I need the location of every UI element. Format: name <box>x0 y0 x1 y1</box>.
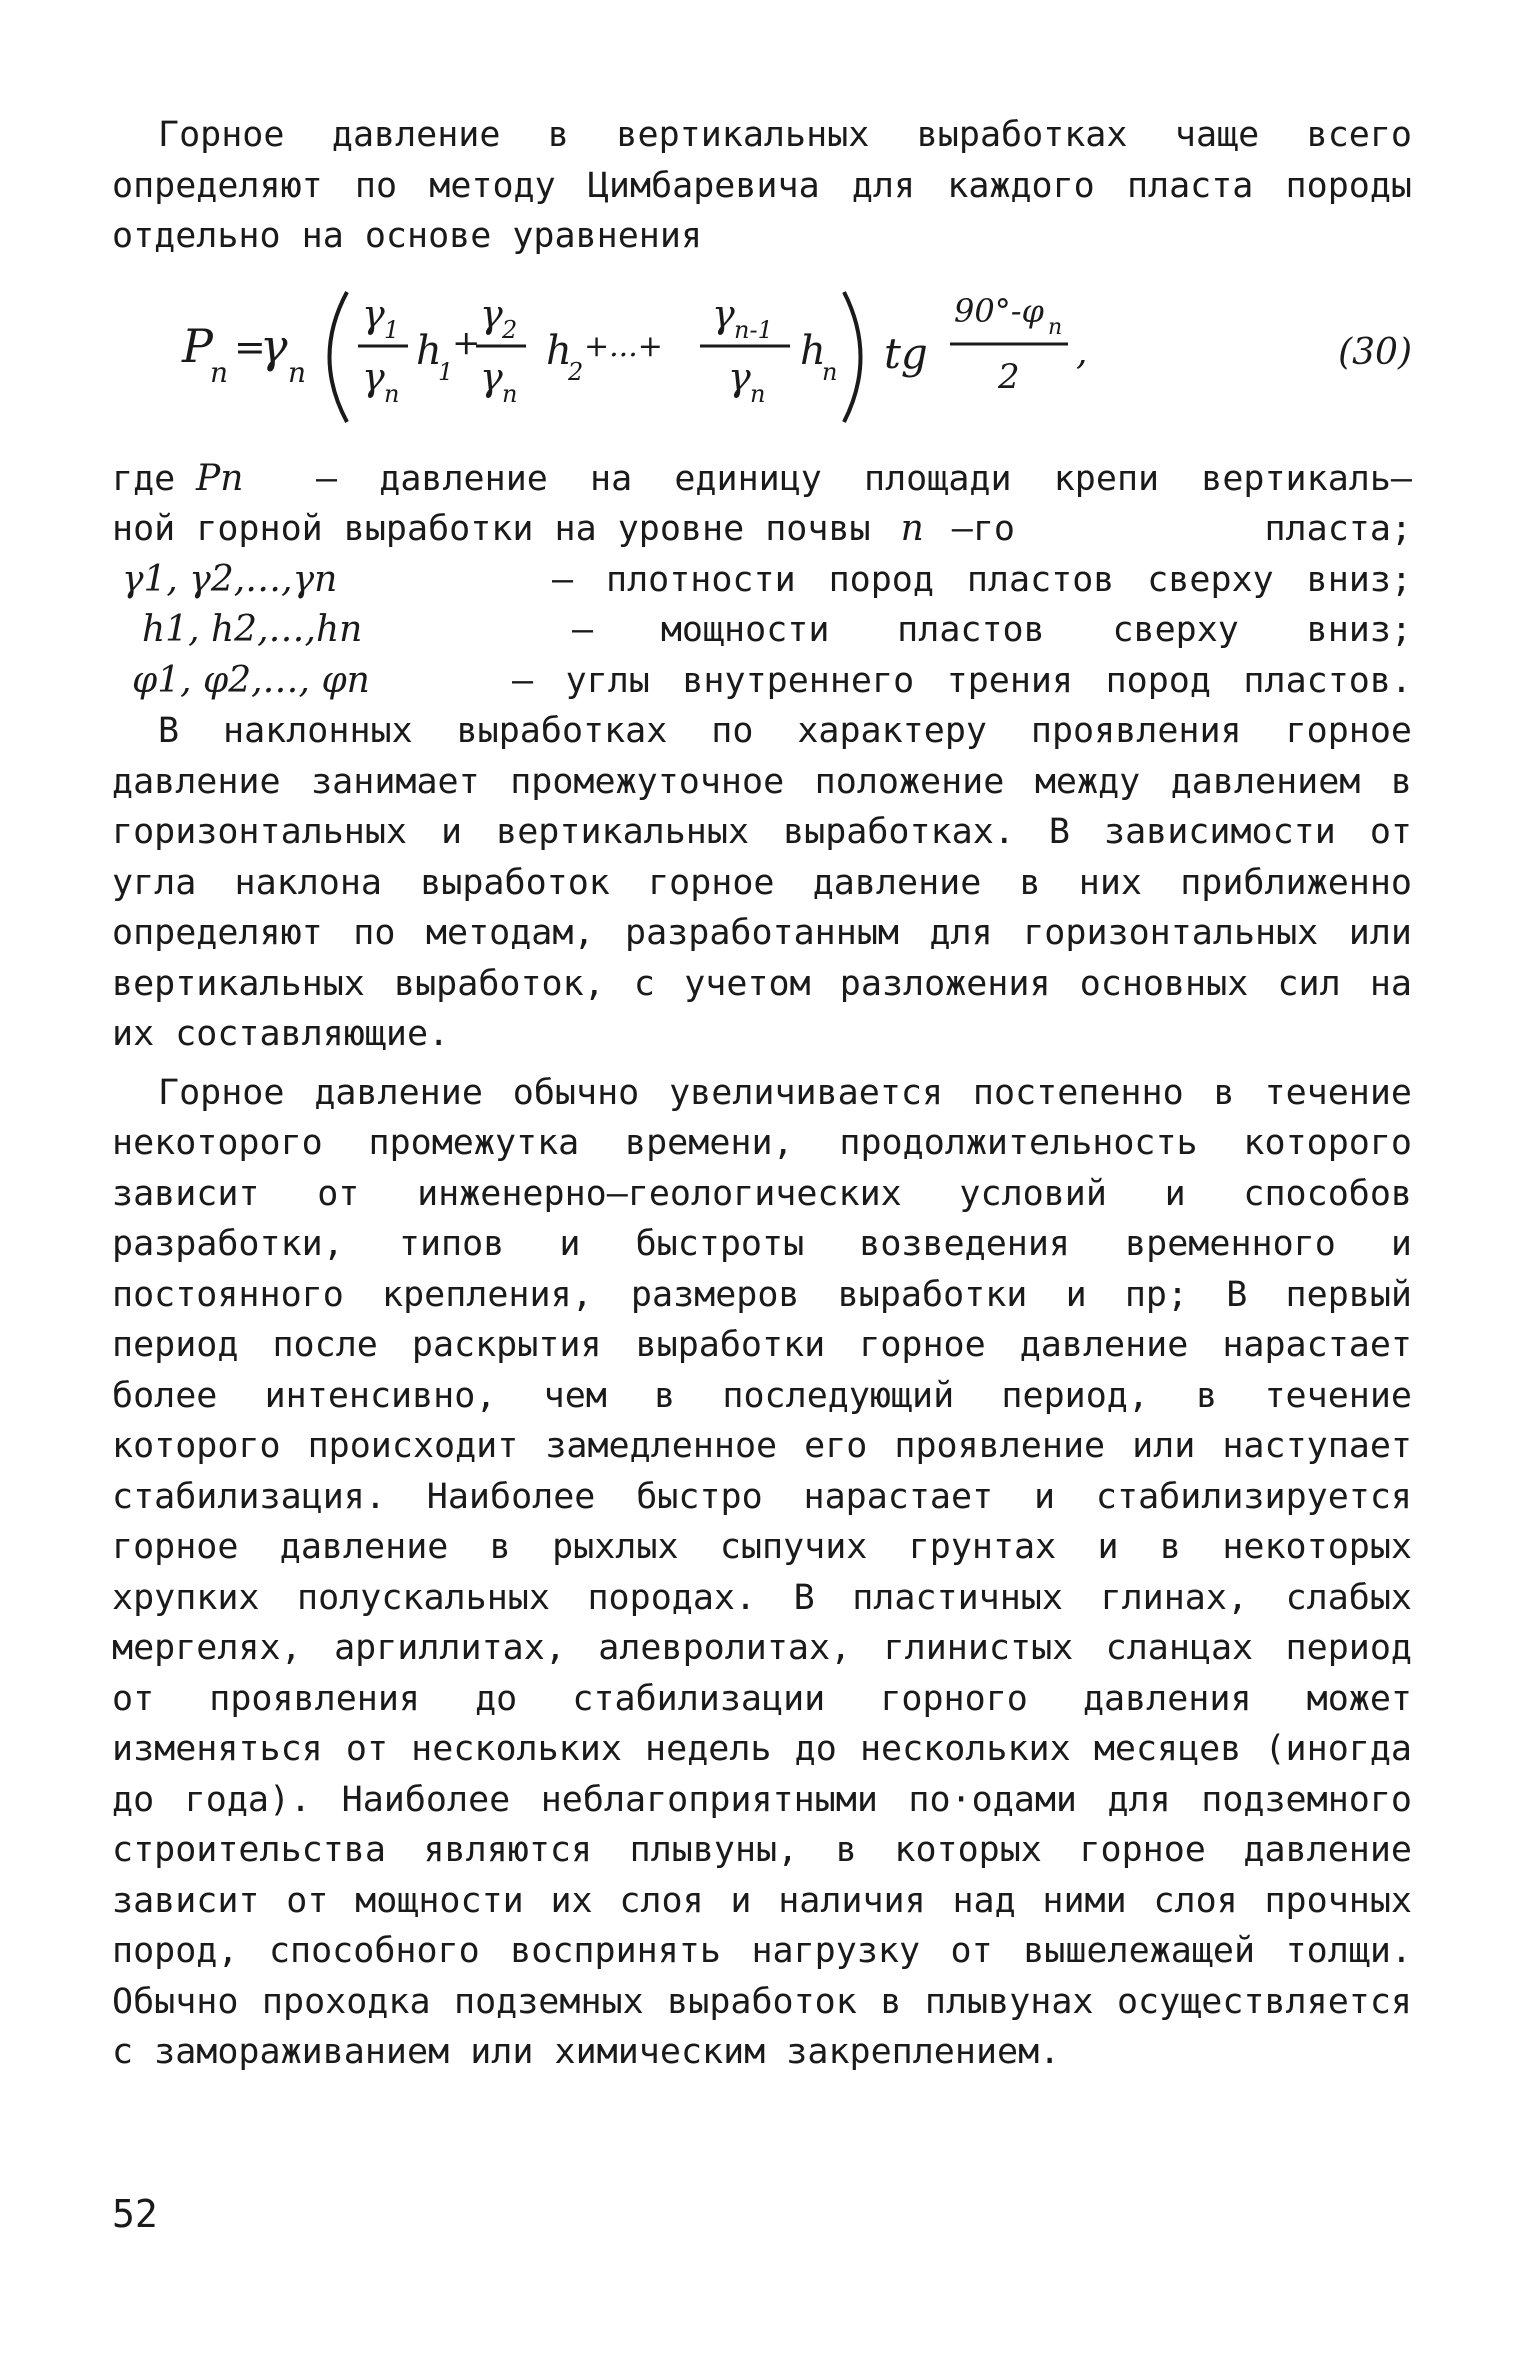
definitions-list <box>112 454 1412 707</box>
formula-graphic <box>172 272 1252 442</box>
definition-h-text: – мощности пластов сверху вниз; <box>572 610 1412 650</box>
formula-right-paren <box>844 292 861 422</box>
definition-gamma <box>112 555 1412 606</box>
formula-plus-1: + <box>452 322 481 363</box>
formula-angle-num: 90°-φ <box>954 291 1044 330</box>
definition-pn <box>112 454 1412 505</box>
formula-fracn-num: γ <box>712 291 735 336</box>
paragraph-time: Горное давление обычно увеличивается постепенно в течение некоторого промежутка времени, продолжительность которого зависит от инженерно–геологических условий и способов разработки, типов и быстроты возведения временного и постоянного крепления, размеров выработки и пр; В первый период после раскрытия выработки горное давление нарастает более интенсивно, чем в последующий период, в течение которого происходит замедленное его проявление или наступает стабилизация. Наиболее быстро нарастает и стабилизируется горное давление в рыхлых сыпучих грунтах и в некоторых хрупких полускальных породах. В пластичных глинах, слабых мергелях, аргиллитах, алевролитах, глинистых сланцах период от проявления до стабилизации горного давления может изменяться от нескольких недель до нескольких месяцев (иногда до года). Наиболее неблагоприятными по⋅одами для подземного строительства являются плывуны, в которых горное давление зависит от мощности их слоя и наличия над ними слоя прочных пород, способного воспринять нагрузку от вышележащей толщи. Обычно проходка подземных выработок в плывунах осуществляется с замораживанием или химическим закреплением. <box>112 1072 1412 2072</box>
formula-angle-num-sub: n <box>1048 314 1063 340</box>
paragraph-inclined: В наклонных выработках по характеру проявления горное давление занимает промежуточное положение между давлением в горизонтальных и вертикальных выработках. В зависимости от угла наклона выработок горное давление в них приближенно определяют по методам, разработанным для горизонтальных или вертикальных выработок, с учетом разложения основных сил на их составляющие. <box>112 711 1412 1054</box>
symbol-pn: Pn <box>196 457 244 499</box>
formula-gamma: γ <box>260 318 288 373</box>
formula-frac2-num-sub: 2 <box>502 315 518 344</box>
formula-comma: , <box>1076 331 1088 373</box>
definition-pn-text: – давление на единицу площади крепи вертикаль– <box>316 458 1412 499</box>
definition-where: где <box>112 458 176 499</box>
page-body <box>112 110 1412 2078</box>
formula-hn: h <box>800 327 826 374</box>
equation-number: (30) <box>1338 331 1412 373</box>
formula-fracn-num-sub: n-1 <box>734 315 773 344</box>
definition-pn-cont: ной горной выработки на уровне почвы <box>112 509 871 549</box>
formula-lhs: P <box>182 318 213 373</box>
formula-equals: = <box>234 324 266 369</box>
symbol-gamma-list: γ1, γ2,…,γn <box>122 558 338 600</box>
symbol-h-list: h1, h2,…,hn <box>142 609 363 650</box>
formula-angle-den: 2 <box>998 356 1020 397</box>
formula-hn-sub: n <box>822 357 838 386</box>
formula-h2: h <box>546 327 572 374</box>
formula-left-paren <box>330 292 348 422</box>
formula-fracn-den: γ <box>728 354 751 399</box>
formula-lhs-sub: n <box>210 355 229 389</box>
formula-fracn-den-sub: n <box>750 379 766 408</box>
paragraph-intro: Горное давление в вертикальных выработках чаще всего определяют по методу Цимбаревича для каждого пласта породы отдельно на основе уравнения <box>112 115 1412 256</box>
definition-phi-text: – углы внутреннего трения пород пластов. <box>512 660 1412 701</box>
formula-frac2-num: γ <box>480 291 503 336</box>
formula-h1: h <box>416 327 442 374</box>
page-number: 52 <box>112 2192 158 2236</box>
formula-frac2-den-sub: n <box>502 379 518 408</box>
formula-h1-sub: 1 <box>438 357 454 386</box>
formula-dots: +...+ <box>584 328 663 364</box>
symbol-n: n <box>900 508 924 549</box>
formula-30 <box>112 272 1412 442</box>
definition-h <box>112 605 1412 656</box>
formula-frac1-den: γ <box>362 354 385 399</box>
definition-phi <box>112 656 1412 707</box>
formula-frac1-num: γ <box>362 291 385 336</box>
formula-tg: tg <box>884 328 928 378</box>
symbol-phi-list: φ1, φ2,…, φn <box>132 659 370 701</box>
definition-pn-end: –го пласта; <box>951 509 1412 549</box>
formula-h2-sub: 2 <box>568 357 584 386</box>
definition-gamma-text: – плотности пород пластов сверху вниз; <box>552 559 1412 600</box>
definition-pn-cont-row <box>112 504 1412 555</box>
formula-gamma-sub: n <box>288 355 307 389</box>
formula-frac1-num-sub: 1 <box>384 315 400 344</box>
formula-frac1-den-sub: n <box>384 379 400 408</box>
formula-frac2-den: γ <box>480 354 503 399</box>
